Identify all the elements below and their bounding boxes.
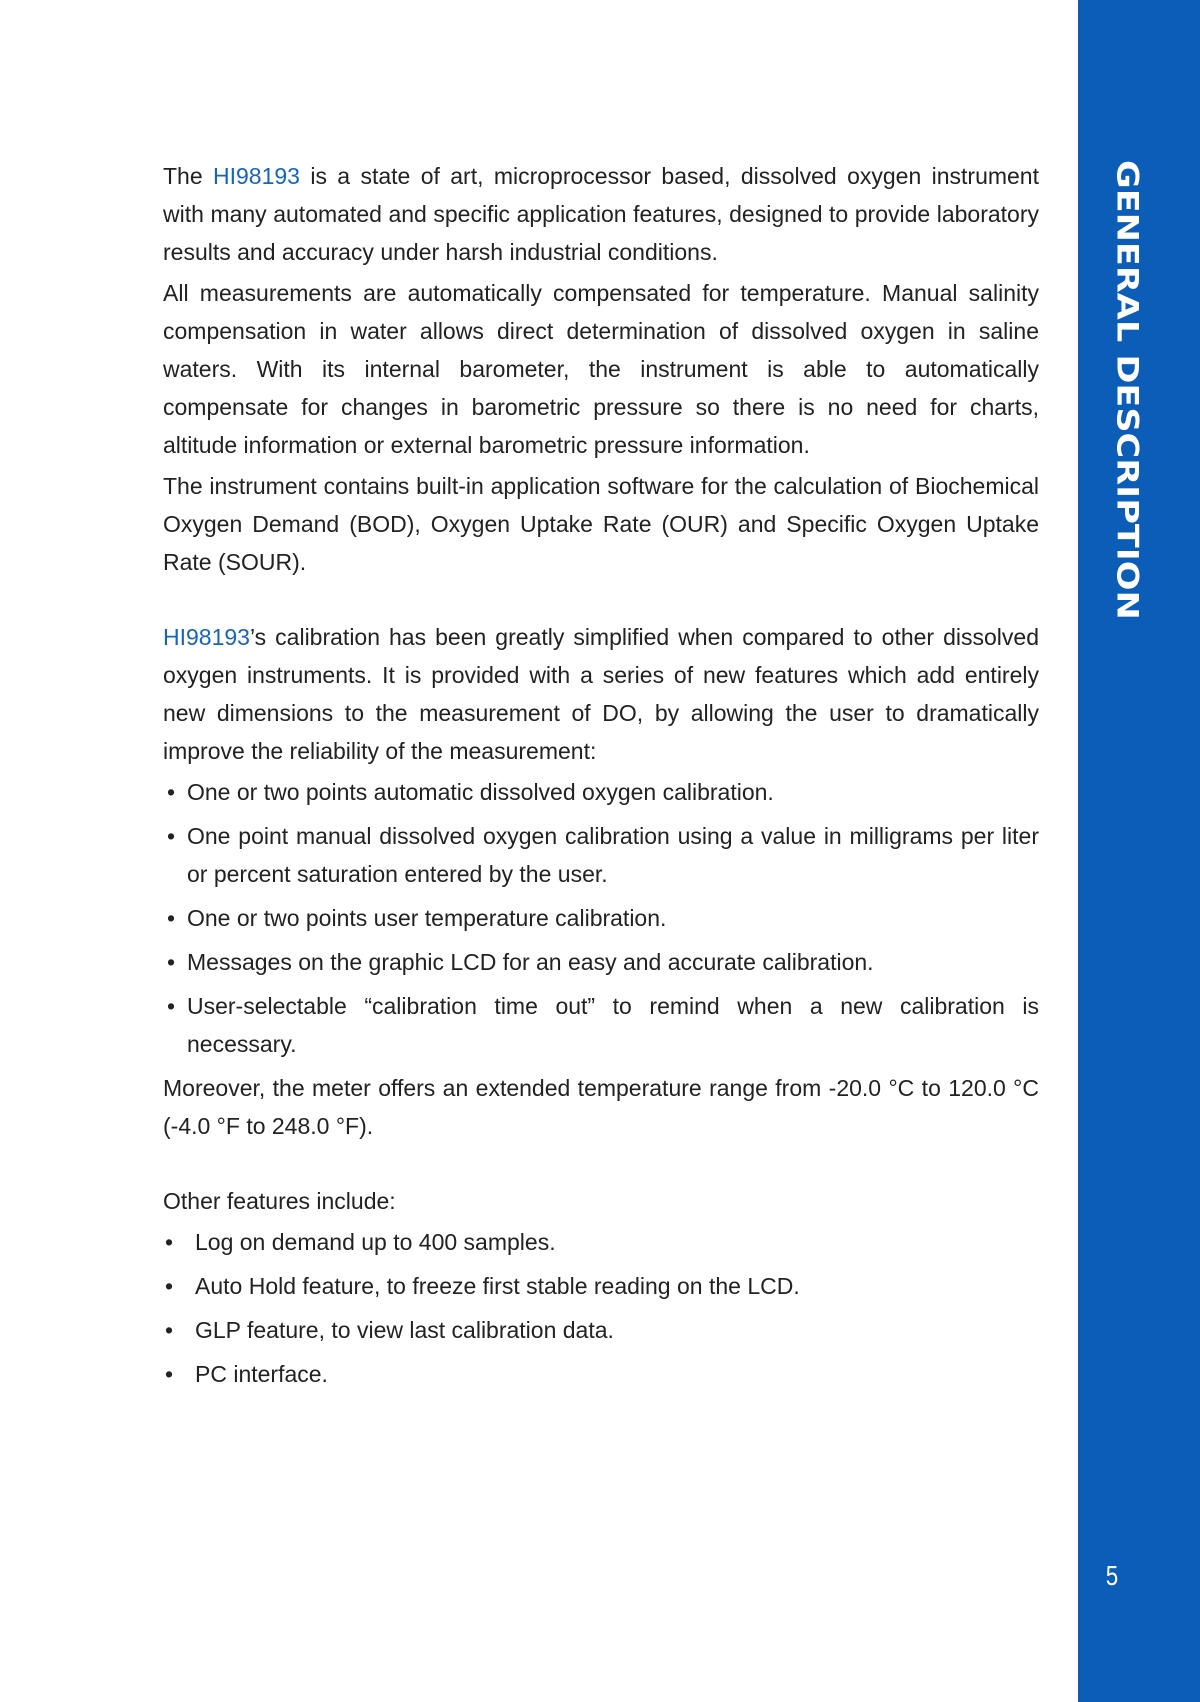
bullet-icon: •	[167, 823, 176, 849]
list-item-text: Auto Hold feature, to freeze first stable reading on the LCD.	[195, 1273, 800, 1299]
list-item-text: GLP feature, to view last calibration data.	[195, 1317, 614, 1343]
list-item	[163, 1267, 1039, 1305]
calibration-feature-list	[163, 773, 1039, 1063]
list-item	[163, 987, 1039, 1063]
page-number: 5	[1105, 1560, 1119, 1591]
bullet-icon: •	[165, 1273, 174, 1299]
model-name: HI98193	[213, 163, 300, 189]
section-title: GENERAL DESCRIPTION	[1110, 160, 1144, 620]
list-item	[163, 1223, 1039, 1261]
bullet-icon: •	[167, 779, 176, 805]
list-item-text: One point manual dissolved oxygen calibration using a value in milligrams per liter or percent saturation entered by the user.	[187, 823, 1039, 887]
bullet-icon: •	[167, 949, 176, 975]
intro-prefix: The	[163, 163, 213, 189]
list-item	[163, 1311, 1039, 1349]
intro-text: is a state of art, microprocessor based, dissolved oxygen instrument with many automated and specific application features, designed to provide laboratory results and accuracy under harsh industrial conditions.	[163, 163, 1039, 265]
list-item-text: One or two points user temperature calibration.	[187, 905, 667, 931]
other-features-heading: Other features include:	[163, 1188, 396, 1214]
list-item-text: User-selectable “calibration time out” to remind when a new calibration is necessary.	[187, 993, 1039, 1057]
spacer	[163, 584, 1039, 618]
bullet-icon: •	[167, 993, 176, 1019]
list-item	[163, 899, 1039, 937]
list-item	[163, 773, 1039, 811]
calibration-paragraph	[163, 618, 1039, 770]
bullet-icon: •	[165, 1317, 174, 1343]
temperature-range-paragraph: Moreover, the meter offers an extended temperature range from -20.0 °C to 120.0 °C (-4.0 °F to 248.0 °F).	[163, 1075, 1039, 1139]
bullet-icon: •	[165, 1361, 174, 1387]
list-item-text: One or two points automatic dissolved oxygen calibration.	[187, 779, 774, 805]
intro-paragraph	[163, 157, 1039, 271]
model-name: HI98193	[163, 624, 250, 650]
spacer	[163, 1148, 1039, 1182]
list-item-text: Log on demand up to 400 samples.	[195, 1229, 556, 1255]
list-item-text: Messages on the graphic LCD for an easy and accurate calibration.	[187, 949, 874, 975]
bullet-icon: •	[165, 1229, 174, 1255]
list-item	[163, 1355, 1039, 1393]
list-item	[163, 943, 1039, 981]
main-content	[163, 157, 1039, 1399]
software-paragraph: The instrument contains built-in application software for the calculation of Biochemical Oxygen Demand (BOD), Oxygen Uptake Rate (OUR) and Specific Oxygen Uptake Rate (SOUR).	[163, 473, 1039, 575]
other-features-list	[163, 1223, 1039, 1393]
list-item-text: PC interface.	[195, 1361, 328, 1387]
bullet-icon: •	[167, 905, 176, 931]
list-item	[163, 817, 1039, 893]
compensation-paragraph: All measurements are automatically compensated for temperature. Manual salinity compensation in water allows direct determination of dissolved oxygen in saline waters. With its internal barometer, the instrument is able to automatically compensate for changes in barometric pressure so there is no need for charts, altitude information or external barometric pressure information.	[163, 280, 1039, 458]
calibration-text: ’s calibration has been greatly simplified when compared to other dissolved oxygen instruments. It is provided with a series of new features which add entirely new dimensions to the measurement of DO, by allowing the user to dramatically improve the reliability of the measurement:	[163, 624, 1039, 764]
